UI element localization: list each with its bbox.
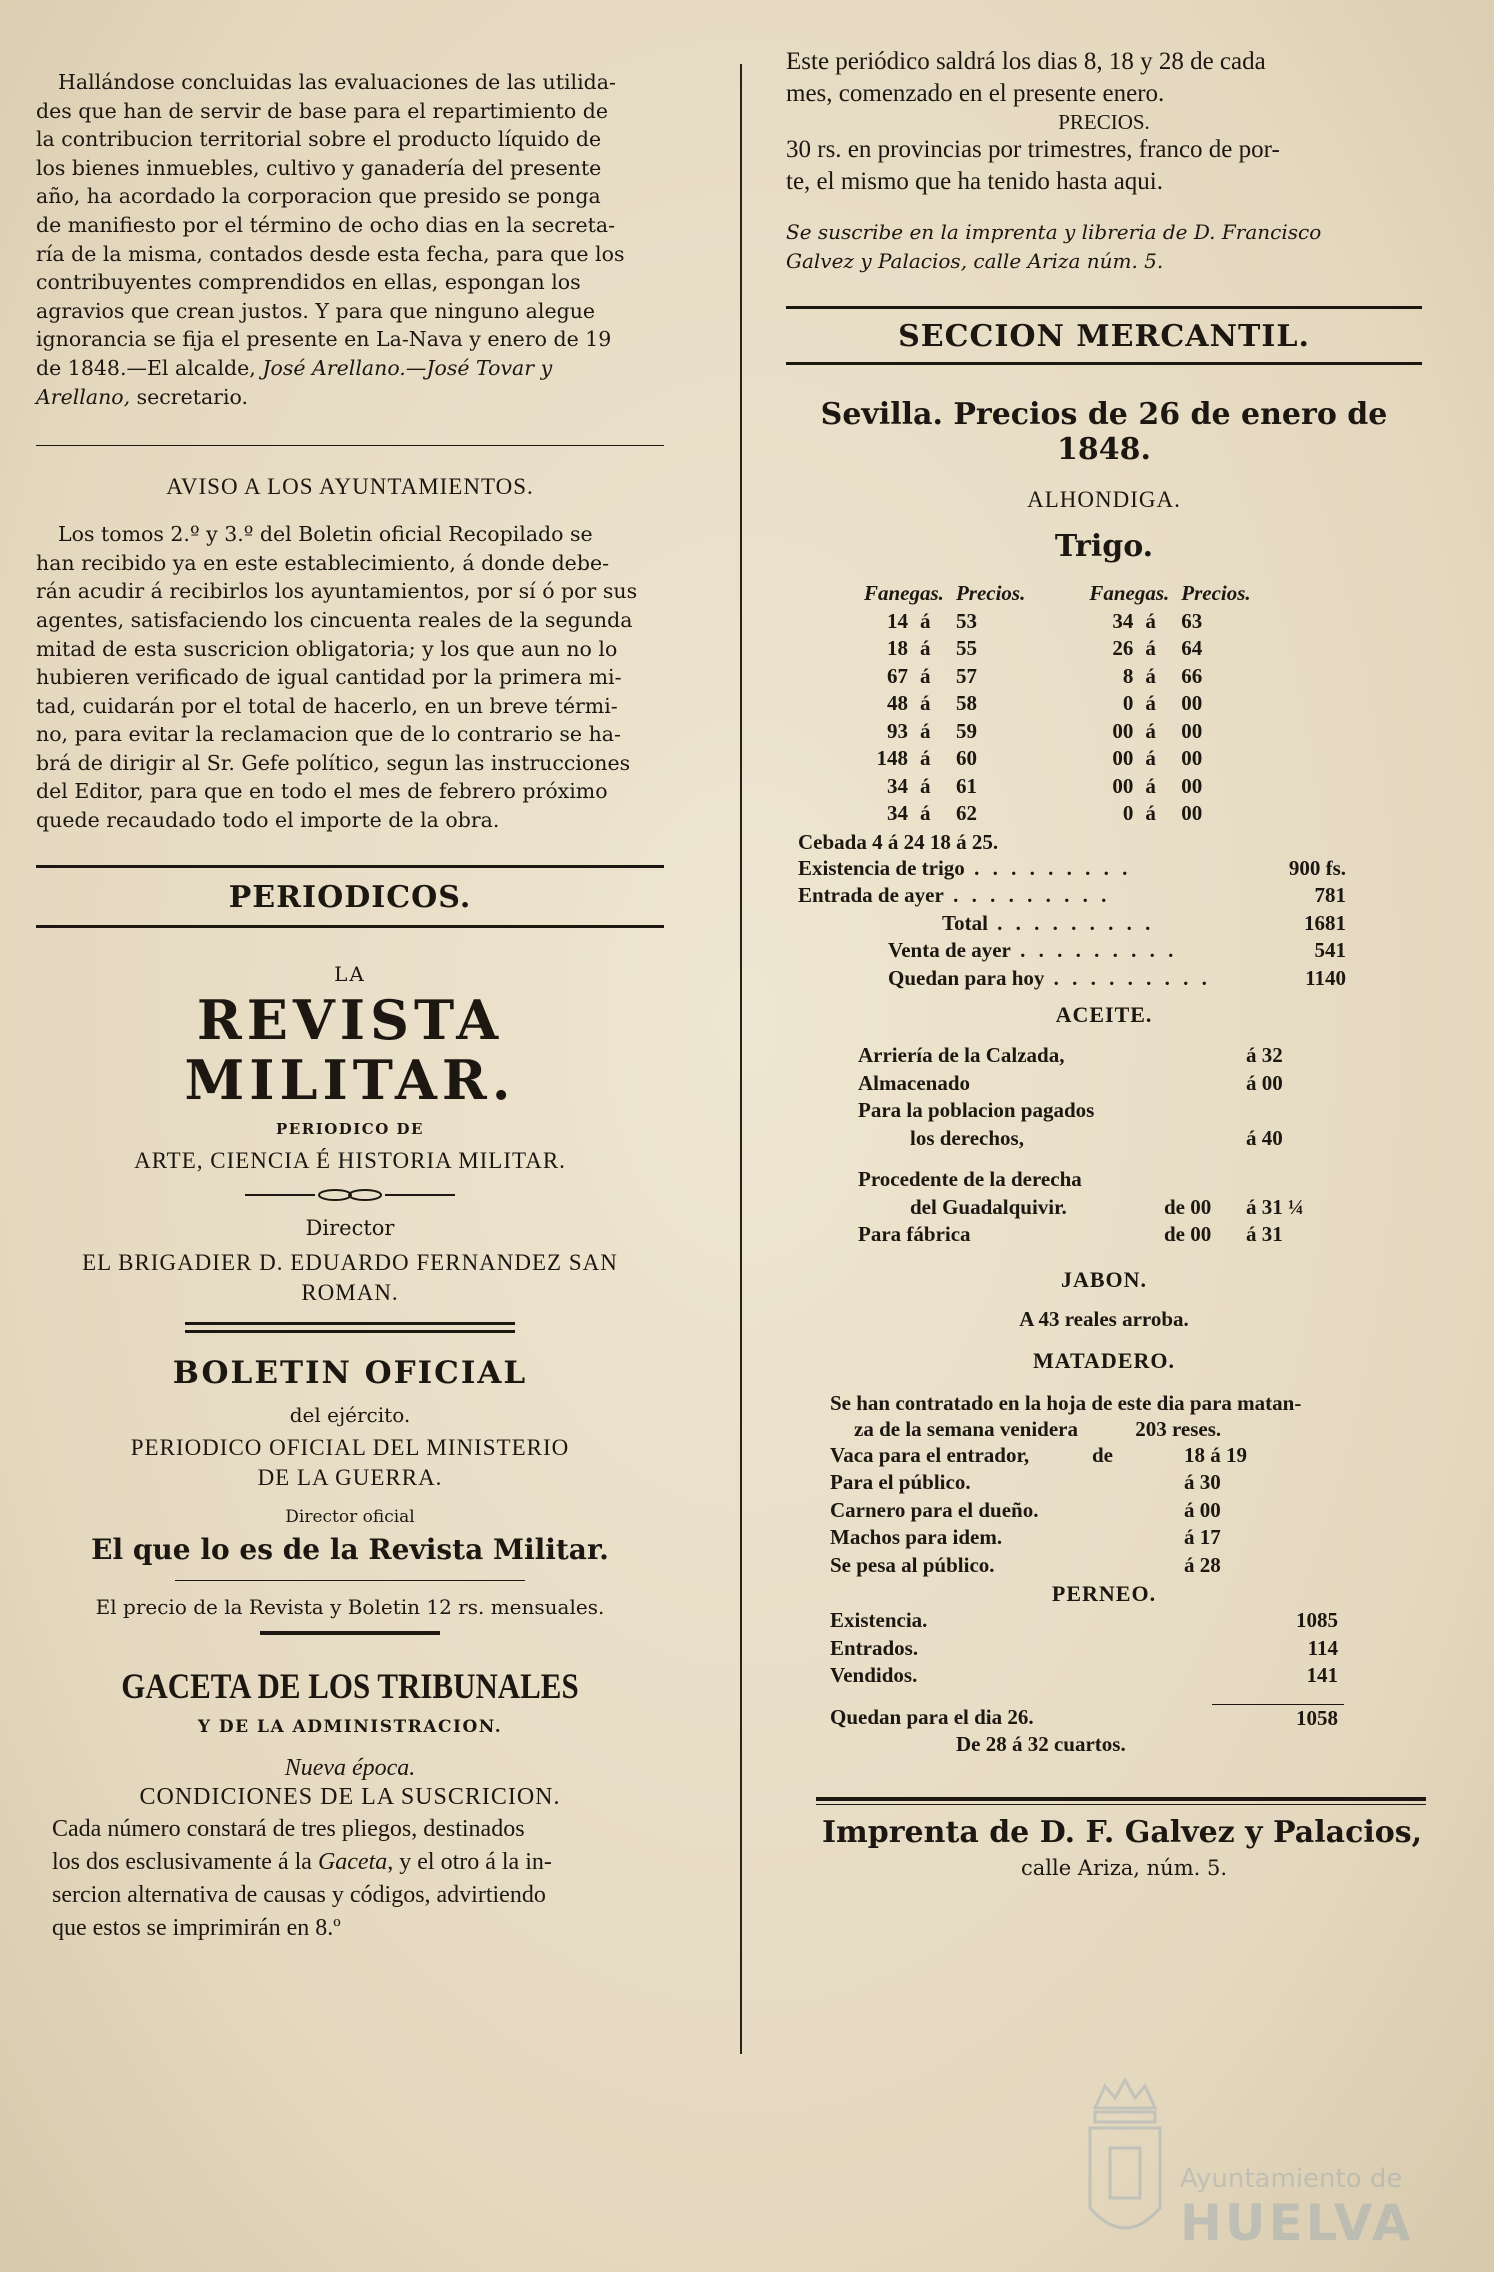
precios-text: 30 rs. en provincias por trimestres, franco de por- te, el mismo que ha tenido hasta aqui. bbox=[786, 136, 1280, 195]
matadero-label: Vaca para el entrador, bbox=[830, 1442, 1030, 1467]
boletin-ad bbox=[36, 1355, 664, 1635]
trigo-a: á bbox=[920, 801, 931, 825]
matadero-value: á 17 bbox=[1184, 1525, 1221, 1549]
divider bbox=[816, 1797, 1426, 1805]
trigo-precio: 57 bbox=[955, 663, 977, 688]
aviso-title: AVISO A LOS AYUNTAMIENTOS. bbox=[166, 474, 534, 500]
trigo-precio: 55 bbox=[955, 636, 977, 660]
aviso-text: Los tomos 2.º y 3.º del Boletin oficial Recopilado se han recibido ya en este establecimiento, á donde debe- rán acudir á recibirlos los ayuntamientos, por sí ó por sus agentes, satisfaciendo los cincuenta reales de la segunda mitad de esta suscricion obligatoria; y los que aun no lo hubieren verificado de igual cantidad por la primera mi- tad, cuidarán por el total de hacerlo, en un breve térmi- no, para evitar la reclamacion que de lo contrario se ha- brá de dirigir al Sr. Gefe político, segun las instrucciones del Editor, para que en todo el mes de febrero próximo quede recaudado todo el importe de la obra. bbox=[36, 522, 638, 833]
trigo-fanegas: 14 bbox=[887, 608, 908, 633]
trigo-fanegas: 00 bbox=[1112, 773, 1134, 798]
existencia-label-text: Quedan para hoy bbox=[888, 965, 1045, 990]
jabon-heading: JABON. bbox=[1060, 1266, 1148, 1292]
header-precios: Precios. bbox=[1181, 581, 1251, 605]
revista-ad bbox=[36, 962, 664, 1333]
trigo-fanegas: 34 bbox=[887, 801, 908, 825]
aceite-row bbox=[852, 1194, 1342, 1222]
existencia-label bbox=[792, 855, 1230, 883]
periodico-de: PERIODICO DE bbox=[276, 1119, 424, 1138]
matadero-label: Machos para idem. bbox=[830, 1525, 1003, 1549]
trigo-a: á bbox=[1145, 746, 1156, 770]
existencia-value: 541 bbox=[1314, 938, 1346, 962]
existencia-value: 900 fs. bbox=[1288, 855, 1346, 880]
trigo-a: á bbox=[920, 746, 931, 770]
divider bbox=[786, 362, 1422, 365]
ornament bbox=[36, 1188, 664, 1202]
existencia-label bbox=[792, 965, 1230, 993]
trigo-fanegas: 0 bbox=[1122, 691, 1134, 715]
matadero-mid bbox=[1086, 1524, 1178, 1552]
aceite-value: á 31 ¼ bbox=[1246, 1194, 1304, 1219]
trigo-precio: 00 bbox=[1181, 691, 1203, 715]
aceite-label: Procedente de la derecha bbox=[858, 1167, 1082, 1191]
trigo-precio: 59 bbox=[955, 718, 977, 743]
trigo-precio: 58 bbox=[955, 691, 977, 715]
trigo-fanegas: 00 bbox=[1112, 718, 1134, 743]
existencia-value: 1681 bbox=[1304, 910, 1346, 935]
divider bbox=[175, 1580, 525, 1581]
aceite-label: del Guadalquivir. bbox=[910, 1194, 1067, 1219]
existencia-label-text: Existencia de trigo bbox=[798, 855, 965, 880]
quedan-value: 1058 bbox=[1212, 1704, 1344, 1732]
trigo-precio: 66 bbox=[1181, 663, 1203, 688]
existencia-label bbox=[792, 910, 1230, 938]
trigo-fanegas: 34 bbox=[887, 773, 908, 798]
gaceta-ad bbox=[36, 1665, 664, 1945]
director-name: EL BRIGADIER D. EDUARDO FERNANDEZ SAN bbox=[82, 1249, 618, 1275]
precios-label: PRECIOS. bbox=[1058, 110, 1150, 134]
aceite-value bbox=[1240, 1097, 1342, 1125]
trigo-row bbox=[858, 663, 1257, 691]
header-precios: Precios. bbox=[955, 581, 1026, 605]
nueva-epoca: Nueva época. bbox=[284, 1754, 416, 1781]
precio-line: El precio de la Revista y Boletin 12 rs. mensuales. bbox=[95, 1594, 605, 1619]
perneo-row bbox=[824, 1662, 1344, 1690]
divider bbox=[36, 445, 664, 446]
trigo-precio: 53 bbox=[955, 608, 977, 633]
aceite-mid: de 00 bbox=[1164, 1222, 1212, 1246]
aceite-mid bbox=[1158, 1070, 1240, 1098]
municipal-notice bbox=[36, 68, 664, 411]
trigo-a: á bbox=[920, 691, 931, 715]
trigo-precio: 62 bbox=[955, 801, 977, 825]
matadero-row bbox=[824, 1442, 1300, 1470]
aceite-row bbox=[852, 1097, 1342, 1125]
aceite-mid bbox=[1158, 1125, 1240, 1153]
trigo-a: á bbox=[1145, 608, 1156, 633]
perneo-label: Vendidos. bbox=[830, 1663, 918, 1687]
watermark-line2: HUELVA bbox=[1180, 2194, 1414, 2252]
matadero-mid: de bbox=[1092, 1442, 1113, 1467]
aceite-label: Para la poblacion pagados bbox=[858, 1098, 1095, 1122]
trigo-a: á bbox=[920, 663, 931, 688]
matadero-value: á 30 bbox=[1184, 1470, 1221, 1494]
sevilla-heading: Sevilla. Precios de 26 de enero de 1848. bbox=[820, 397, 1388, 467]
trigo-row bbox=[858, 773, 1257, 801]
trigo-fanegas: 8 bbox=[1122, 663, 1134, 688]
trigo-a: á bbox=[1145, 636, 1156, 660]
leader-dots: . . . . . . . . . bbox=[943, 883, 1111, 907]
aceite-label: Arriería de la Calzada, bbox=[858, 1043, 1065, 1067]
la-label: LA bbox=[334, 961, 366, 986]
matadero-table bbox=[824, 1442, 1300, 1580]
alhondiga-heading: ALHONDIGA. bbox=[1027, 487, 1181, 512]
trigo-fanegas: 00 bbox=[1112, 746, 1134, 770]
trigo-precio: 64 bbox=[1181, 636, 1203, 660]
divider bbox=[36, 925, 664, 928]
aceite-label: Para fábrica bbox=[858, 1222, 971, 1246]
de-la-guerra: DE LA GUERRA. bbox=[257, 1464, 443, 1490]
quedan-label: Quedan para el dia 26. bbox=[830, 1705, 1034, 1730]
aceite-table bbox=[852, 1042, 1342, 1249]
trigo-precio: 61 bbox=[955, 773, 977, 798]
spacer bbox=[1031, 663, 1083, 691]
imprenta-line: Imprenta de D. F. Galvez y Palacios, bbox=[822, 1815, 1423, 1850]
director-name-2: ROMAN. bbox=[301, 1279, 399, 1305]
trigo-row bbox=[858, 745, 1257, 773]
matadero-mid bbox=[1086, 1469, 1178, 1497]
matadero-label: Carnero para el dueño. bbox=[830, 1497, 1039, 1522]
periodicos-title: PERIODICOS. bbox=[228, 879, 472, 915]
perneo-table bbox=[824, 1607, 1344, 1690]
crest-icon bbox=[1080, 2068, 1170, 2258]
trigo-fanegas: 148 bbox=[876, 746, 908, 770]
trigo-a: á bbox=[920, 608, 931, 633]
notice-text: Hallándose concluidas las evaluaciones de las utilida- des que han de servir de base para el repartimiento de la contribucion territorial sobre el producto líquido de los bienes inmuebles, cultivo y ganadería del presente año, ha acordado la corporacion que presido se ponga de manifiesto por el término de ocho dias en la secreta- ría de la misma, contados desde esta fecha, para que los contribuyentes comprendidos en ellas, espongan los agravios que crean justos. Y para que ninguno alegue ignorancia se fija el presente en La-Nava y enero de 19 de 1848.—El alcalde, José Arellano.—José Tovar y Arellano, secretario. bbox=[36, 70, 625, 409]
spacer bbox=[1031, 800, 1083, 828]
spacer bbox=[1031, 718, 1083, 746]
trigo-a: á bbox=[920, 718, 931, 743]
trigo-fanegas: 93 bbox=[887, 718, 908, 743]
trigo-row bbox=[858, 718, 1257, 746]
trigo-fanegas: 18 bbox=[887, 636, 908, 660]
condiciones-text: Cada número constará de tres pliegos, destinados los dos esclusivamente á la Gaceta, y el otro á la in- sercion alternativa de causas y códigos, advirtiendo que estos se imprimirán en 8.º bbox=[52, 1815, 552, 1941]
spacer bbox=[1031, 745, 1083, 773]
el-que-lo-es: El que lo es de la Revista Militar. bbox=[91, 1532, 609, 1566]
trigo-row bbox=[858, 608, 1257, 636]
matadero-value: á 00 bbox=[1184, 1497, 1221, 1522]
spacer bbox=[1031, 635, 1083, 663]
watermark-line1: Ayuntamiento de bbox=[1180, 2164, 1403, 2194]
perneo-value: 141 bbox=[1306, 1663, 1338, 1687]
aceite-mid bbox=[1158, 1042, 1240, 1070]
aceite-value bbox=[1240, 1152, 1342, 1194]
trigo-fanegas: 0 bbox=[1122, 801, 1134, 825]
del-ejercito: del ejército. bbox=[289, 1402, 411, 1427]
periodicidad-text: Este periódico saldrá los dias 8, 18 y 28 de cada mes, comenzado en el presente enero. bbox=[786, 48, 1266, 107]
aceite-label: los derechos, bbox=[910, 1125, 1024, 1150]
periodico-oficial: PERIODICO OFICIAL DEL MINISTERIO bbox=[130, 1434, 570, 1460]
existencia-value: 781 bbox=[1314, 883, 1346, 907]
divider bbox=[185, 1322, 515, 1333]
leader-dots: . . . . . . . . . bbox=[964, 855, 1132, 880]
perneo-row bbox=[824, 1607, 1344, 1635]
perneo-value: 114 bbox=[1307, 1635, 1338, 1660]
trigo-precio: 63 bbox=[1181, 608, 1203, 633]
perneo-label: Existencia. bbox=[830, 1608, 928, 1632]
aceite-row bbox=[852, 1070, 1342, 1098]
trigo-a: á bbox=[1145, 663, 1156, 688]
cebada-line: Cebada 4 á 24 18 á 25. bbox=[798, 829, 999, 854]
spacer bbox=[1031, 773, 1083, 801]
matadero-heading: MATADERO. bbox=[1032, 1347, 1175, 1373]
aceite-value: á 32 bbox=[1246, 1043, 1283, 1067]
trigo-precio: 00 bbox=[1181, 773, 1203, 798]
aceite-value: á 00 bbox=[1246, 1070, 1283, 1095]
matadero-row bbox=[824, 1524, 1300, 1552]
aviso-section bbox=[36, 474, 664, 835]
aceite-row bbox=[852, 1221, 1342, 1249]
existencias-table bbox=[792, 855, 1352, 993]
matadero-label: Se pesa al público. bbox=[830, 1552, 995, 1577]
existencia-row bbox=[792, 910, 1352, 938]
spacer bbox=[1031, 608, 1083, 636]
condiciones: CONDICIONES DE LA SUSCRICION. bbox=[139, 1783, 561, 1810]
perneo-label: Entrados. bbox=[830, 1635, 919, 1660]
existencia-row bbox=[792, 882, 1352, 910]
calle-line: calle Ariza, núm. 5. bbox=[1020, 1856, 1228, 1880]
trigo-a: á bbox=[1145, 801, 1156, 825]
aceite-row bbox=[852, 1152, 1342, 1194]
existencia-value: 1140 bbox=[1305, 965, 1346, 990]
trigo-a: á bbox=[1145, 773, 1156, 798]
divider bbox=[36, 865, 664, 868]
left-column bbox=[36, 40, 664, 1945]
leader-dots: . . . . . . . . . bbox=[1010, 938, 1178, 962]
existencia-row bbox=[792, 965, 1352, 993]
perneo-row bbox=[824, 1635, 1344, 1663]
matadero-row bbox=[824, 1469, 1300, 1497]
divider bbox=[786, 306, 1422, 309]
seccion-mercantil-title: SECCION MERCANTIL. bbox=[898, 319, 1310, 354]
existencia-label-text: Total bbox=[942, 910, 988, 935]
suscribe-text: Se suscribe en la imprenta y libreria de D. Francisco Galvez y Palacios, calle Ariza núm. 5. bbox=[786, 220, 1322, 273]
trigo-heading: Trigo. bbox=[1054, 529, 1154, 564]
aceite-value: á 40 bbox=[1246, 1125, 1283, 1150]
aceite-mid bbox=[1158, 1097, 1240, 1125]
matadero-intro: Se han contratado en la hoja de este dia para matan- za de la semana venidera 203 reses. bbox=[830, 1390, 1302, 1441]
leader-dots: . . . . . . . . . bbox=[1044, 965, 1211, 990]
matadero-label: Para el público. bbox=[830, 1470, 971, 1494]
perneo-heading: PERNEO. bbox=[1051, 1581, 1157, 1606]
aceite-value: á 31 bbox=[1246, 1222, 1283, 1246]
arte-line: ARTE, CIENCIA É HISTORIA MILITAR. bbox=[134, 1147, 566, 1173]
trigo-precio: 60 bbox=[955, 746, 977, 770]
trigo-precio: 00 bbox=[1181, 801, 1203, 825]
trigo-fanegas: 67 bbox=[887, 663, 908, 688]
leader-dots: . . . . . . . . . bbox=[987, 910, 1155, 935]
existencia-label-text: Entrada de ayer bbox=[798, 883, 944, 907]
matadero-value: á 28 bbox=[1184, 1552, 1221, 1577]
aceite-row bbox=[852, 1125, 1342, 1153]
administracion: Y DE LA ADMINISTRACION. bbox=[197, 1716, 503, 1737]
existencia-row bbox=[792, 855, 1352, 883]
trigo-a: á bbox=[1145, 718, 1156, 743]
quedan-table bbox=[824, 1704, 1344, 1733]
existencia-label bbox=[792, 882, 1230, 910]
trigo-a: á bbox=[920, 636, 931, 660]
column-separator bbox=[740, 64, 742, 2054]
matadero-mid bbox=[1086, 1552, 1178, 1580]
director-label: Director bbox=[305, 1215, 395, 1240]
trigo-precio: 00 bbox=[1181, 746, 1203, 770]
right-column bbox=[786, 46, 1422, 1880]
aceite-mid: de 00 bbox=[1164, 1194, 1212, 1219]
header-fanegas: Fanegas. bbox=[1089, 581, 1170, 605]
matadero-row bbox=[824, 1497, 1300, 1525]
matadero-value: 18 á 19 bbox=[1184, 1442, 1247, 1467]
gaceta-title: GACETA DE LOS TRIBUNALES bbox=[121, 1665, 579, 1706]
aceite-mid bbox=[1158, 1152, 1240, 1194]
trigo-row bbox=[858, 800, 1257, 828]
divider bbox=[260, 1631, 440, 1635]
trigo-fanegas: 34 bbox=[1112, 608, 1134, 633]
aceite-row bbox=[852, 1042, 1342, 1070]
aceite-label: Almacenado bbox=[858, 1070, 970, 1095]
existencia-row bbox=[792, 937, 1352, 965]
boletin-title: BOLETIN OFICIAL bbox=[172, 1354, 528, 1391]
trigo-header-row bbox=[858, 580, 1257, 608]
trigo-table bbox=[858, 580, 1257, 828]
ayuntamiento-huelva-watermark bbox=[1080, 2068, 1440, 2268]
director-oficial: Director oficial bbox=[285, 1506, 415, 1527]
trigo-a: á bbox=[920, 773, 931, 798]
revista-title: REVISTA MILITAR. bbox=[184, 987, 516, 1112]
matadero-mid bbox=[1086, 1497, 1178, 1525]
spacer bbox=[1031, 690, 1083, 718]
notice-signature: José Arellano.—José Tovar y bbox=[262, 355, 553, 380]
existencia-label-text: Venta de ayer bbox=[888, 938, 1011, 962]
perneo-value: 1085 bbox=[1296, 1608, 1338, 1632]
jabon-line: A 43 reales arroba. bbox=[1019, 1306, 1189, 1331]
cuartos-line: De 28 á 32 cuartos. bbox=[956, 1732, 1126, 1756]
trigo-fanegas: 48 bbox=[887, 691, 908, 715]
matadero-row bbox=[824, 1552, 1300, 1580]
trigo-row bbox=[858, 635, 1257, 663]
trigo-row bbox=[858, 690, 1257, 718]
header-fanegas: Fanegas. bbox=[864, 581, 944, 605]
trigo-fanegas: 26 bbox=[1112, 636, 1134, 660]
existencia-label bbox=[792, 937, 1230, 965]
aceite-heading: ACEITE. bbox=[1055, 1002, 1153, 1027]
trigo-precio: 00 bbox=[1181, 718, 1203, 743]
trigo-a: á bbox=[1145, 691, 1156, 715]
